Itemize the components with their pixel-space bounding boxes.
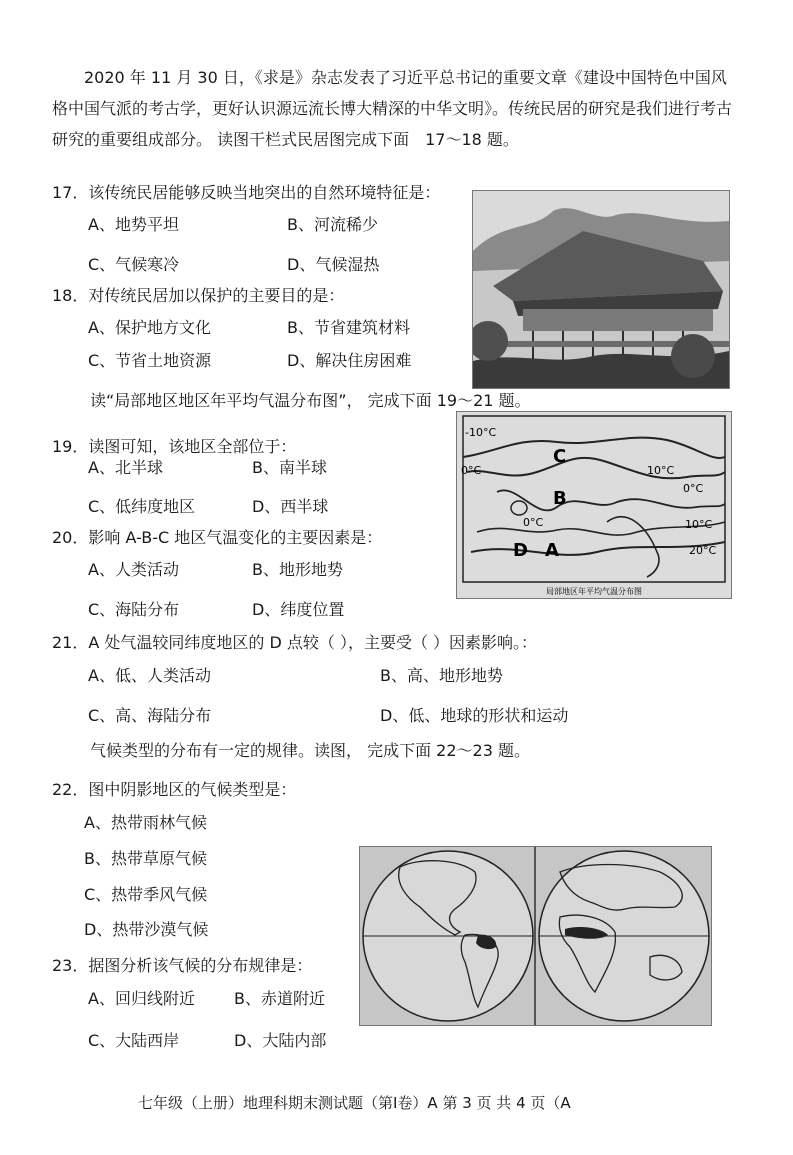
q17-option-d: D、气候湿热 xyxy=(287,255,380,274)
question-17: 17．该传统民居能够反映当地突出的自然环境特征是： xyxy=(52,183,441,202)
isotherm-label-ten-right: 10°C xyxy=(647,464,675,477)
page-footer: 七年级（上册）地理科期末测试题（第Ⅰ卷）A 第 3 页 共 4 页（A xyxy=(138,1094,571,1112)
q19-option-b: B、南半球 xyxy=(252,458,327,477)
q21-option-a: A、低、人类活动 xyxy=(88,666,211,685)
intro-paragraph: 2020 年 11 月 30 日，《求是》杂志发表了习近平总书记的重要文章《建设中国特色中国风格中国气派的考古学，更好认识源远流长博大精深的中华文明》。传统民居的研究是我们进行考古研究的重要组成部分。 读图干栏式民居图完成下面 17～18 题。 xyxy=(52,68,733,149)
q20-option-c: C、海陆分布 xyxy=(88,600,180,619)
q22-option-a: A、热带雨林气候 xyxy=(84,813,207,832)
q18-option-c: C、节省土地资源 xyxy=(88,351,212,370)
question-22: 22．图中阴影地区的气候类型是： xyxy=(52,780,297,799)
isotherm-label-ten-lower: 10°C xyxy=(685,518,713,531)
q23-option-c: C、大陆西岸 xyxy=(88,1031,180,1050)
q17-option-c: C、气候寒冷 xyxy=(88,255,180,274)
q18-option-d: D、解决住房困难 xyxy=(287,351,412,370)
q23-option-a: A、回归线附近 xyxy=(88,989,195,1008)
hemisphere-map xyxy=(359,846,712,1026)
stilt-house-drawing xyxy=(473,191,729,388)
map-label-a: A xyxy=(545,540,559,561)
reading-instruction-2: 气候类型的分布有一定的规律。读图， 完成下面 22～23 题。 xyxy=(90,741,530,760)
q18-option-a: A、保护地方文化 xyxy=(88,318,211,337)
q17-option-a: A、地势平坦 xyxy=(88,215,179,234)
map-label-d: D xyxy=(513,540,528,561)
isotherm-label-zero-left: 0°C xyxy=(461,464,482,477)
q22-option-d: D、热带沙漠气候 xyxy=(84,920,209,939)
isotherm-label-minus10: -10°C xyxy=(465,426,497,439)
q20-option-d: D、纬度位置 xyxy=(252,600,345,619)
q23-option-b: B、赤道附近 xyxy=(234,989,325,1008)
q21-option-b: B、高、地形地势 xyxy=(380,666,503,685)
question-19: 19．读图可知，该地区全部位于： xyxy=(52,437,297,456)
question-20: 20．影响 A-B-C 地区气温变化的主要因素是： xyxy=(52,528,383,547)
map-label-b: B xyxy=(553,488,567,509)
temperature-map-drawing xyxy=(457,412,731,598)
question-18: 18．对传统民居加以保护的主要目的是： xyxy=(52,286,345,305)
q17-option-b: B、河流稀少 xyxy=(287,215,378,234)
q21-option-d: D、低、地球的形状和运动 xyxy=(380,706,569,725)
q20-option-a: A、人类活动 xyxy=(88,560,179,579)
question-23: 23．据图分析该气候的分布规律是： xyxy=(52,956,313,975)
q21-option-c: C、高、海陆分布 xyxy=(88,706,212,725)
isotherm-label-zero-right: 0°C xyxy=(683,482,704,495)
q18-option-b: B、节省建筑材料 xyxy=(287,318,410,337)
temperature-map xyxy=(456,411,732,599)
isotherm-label-zero-mid: 0°C xyxy=(523,516,544,529)
q20-option-b: B、地形地势 xyxy=(252,560,343,579)
q22-option-b: B、热带草原气候 xyxy=(84,849,207,868)
isotherm-label-twenty: 20°C xyxy=(689,544,717,557)
reading-instruction-1: 读“局部地区地区年平均气温分布图”， 完成下面 19～21 题。 xyxy=(90,391,531,410)
q19-option-c: C、低纬度地区 xyxy=(88,497,196,516)
q19-option-d: D、西半球 xyxy=(252,497,329,516)
question-21: 21．A 处气温较同纬度地区的 D 点较（ ），主要受（ ）因素影响。： xyxy=(52,633,538,652)
map-label-c: C xyxy=(553,446,567,467)
hemisphere-map-drawing xyxy=(360,847,711,1025)
map-caption: 局部地区年平均气温分布图 xyxy=(546,587,642,596)
q19-option-a: A、北半球 xyxy=(88,458,163,477)
q22-option-c: C、热带季风气候 xyxy=(84,885,208,904)
q23-option-d: D、大陆内部 xyxy=(234,1031,327,1050)
stilt-house-photo xyxy=(472,190,730,389)
